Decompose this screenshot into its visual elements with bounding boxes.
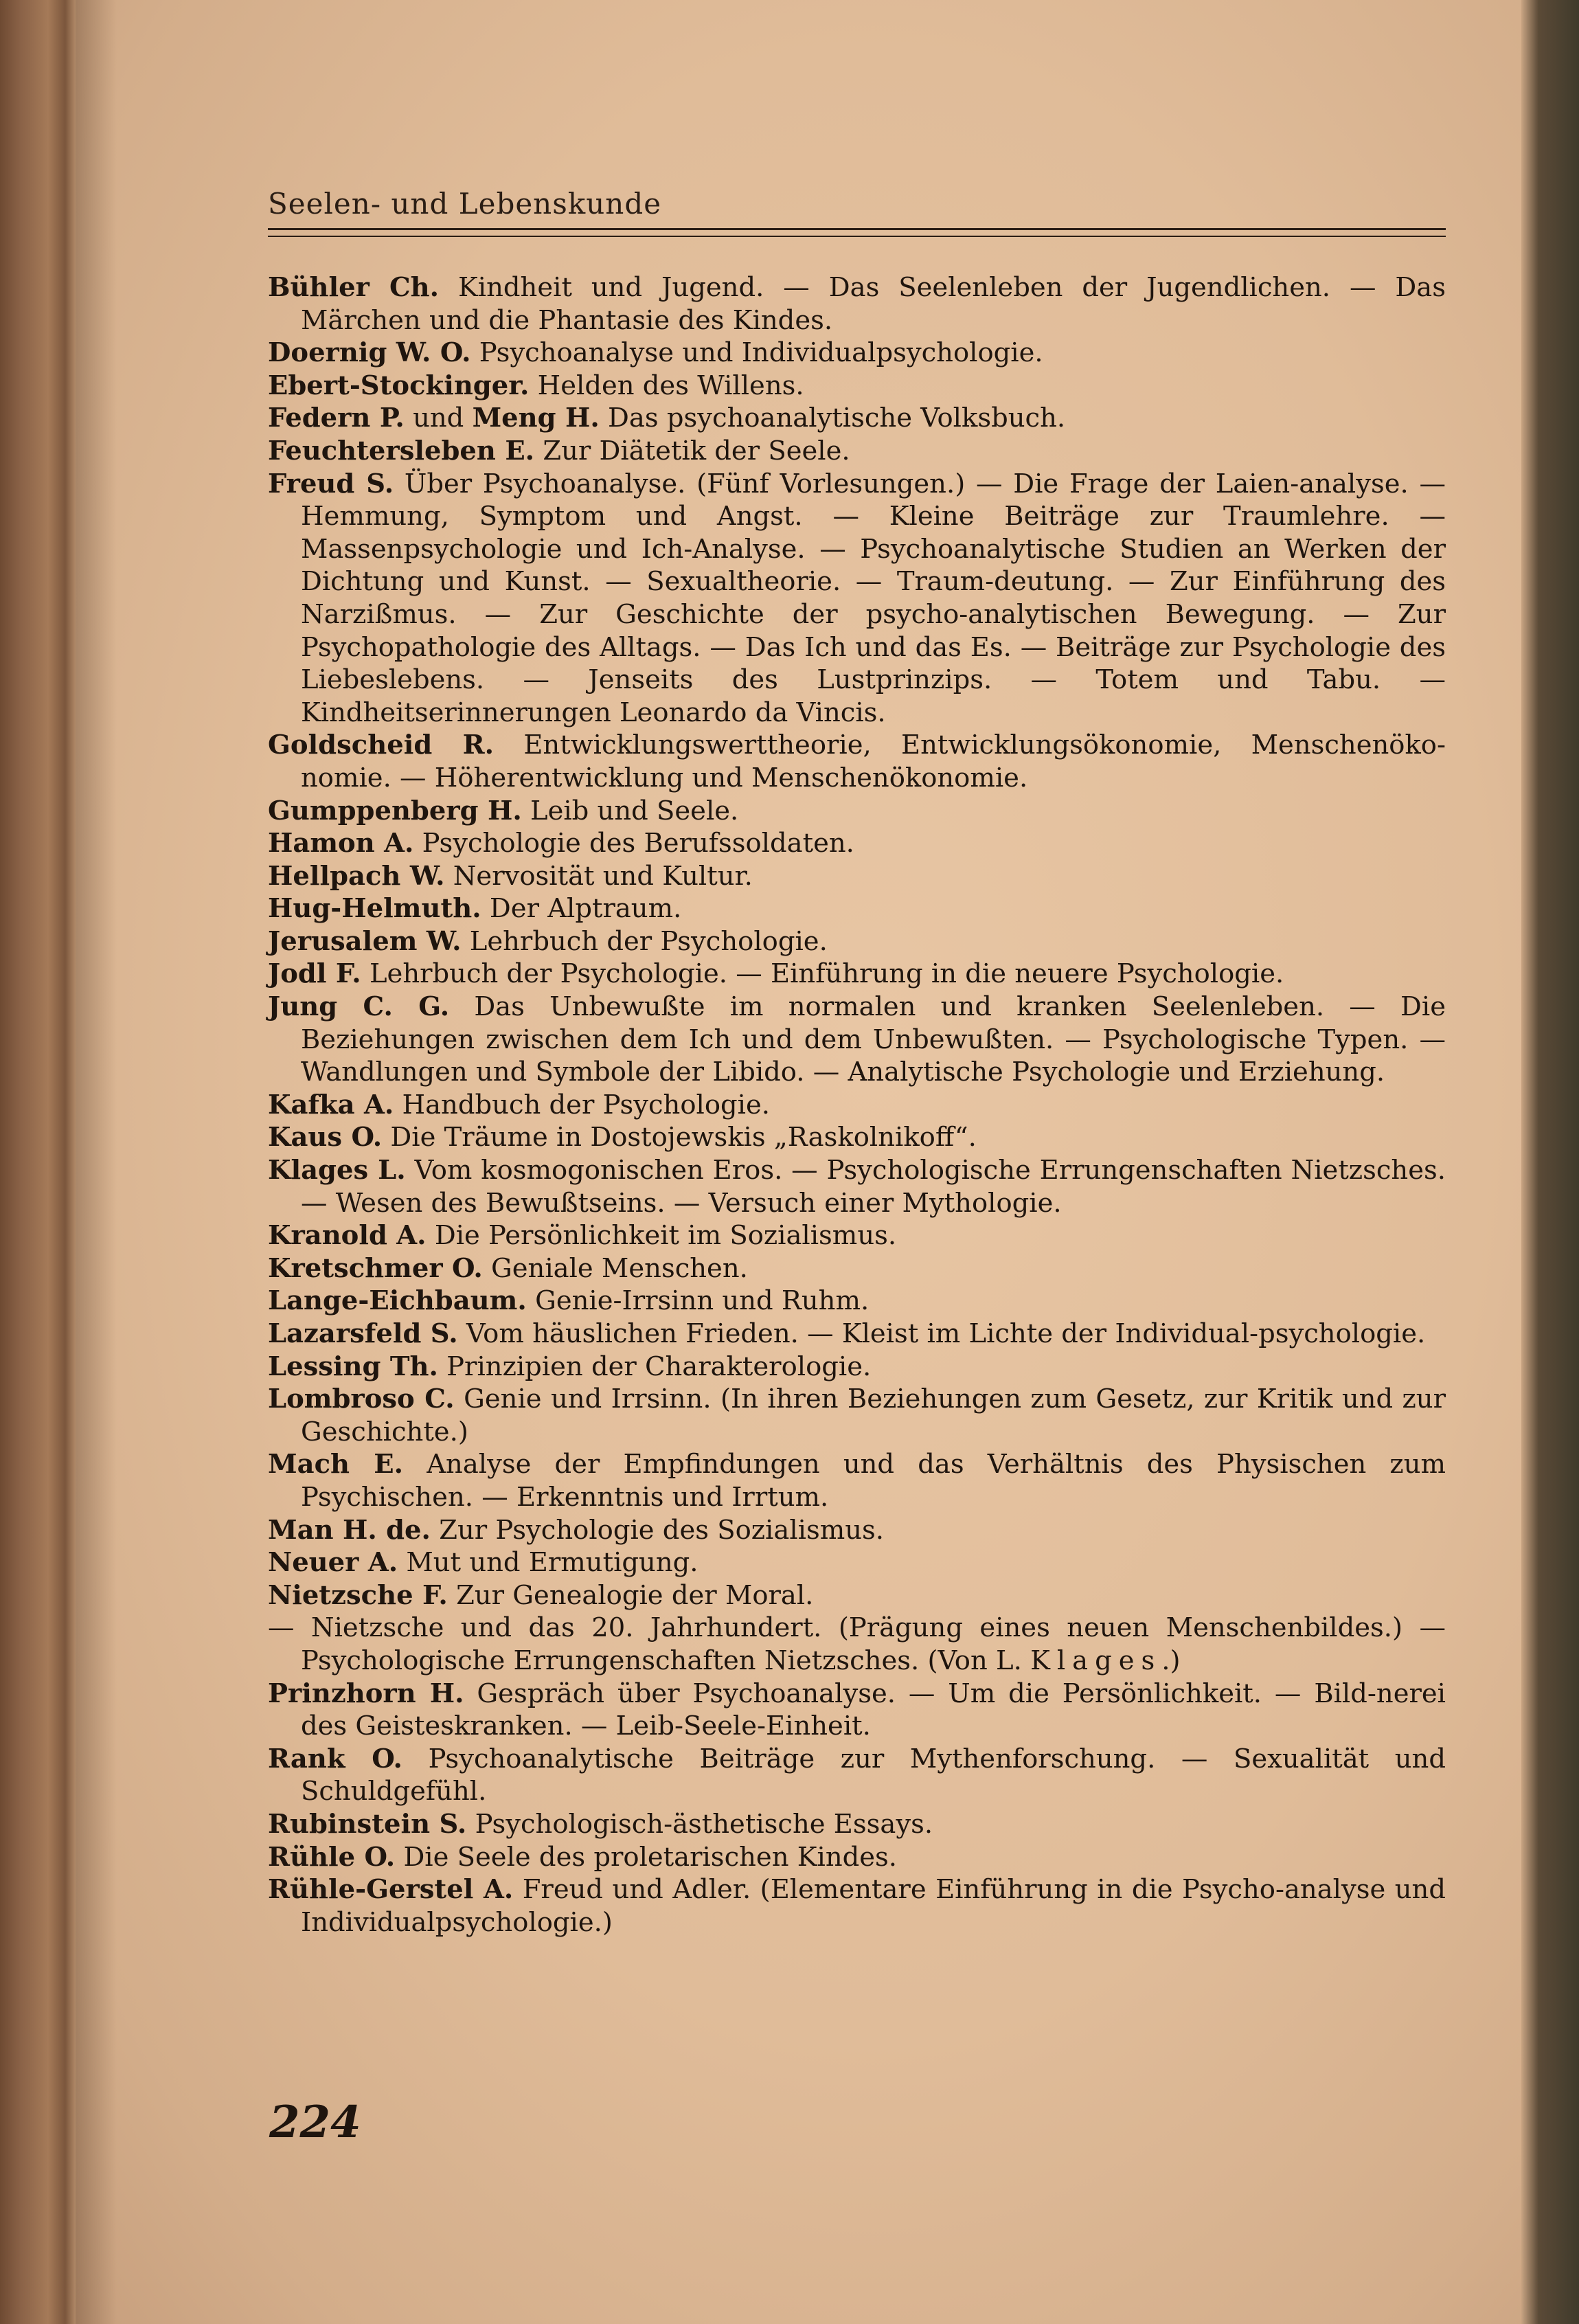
entry-rubinstein	[268, 1808, 1446, 1841]
titles: Prinzipien der Charakterologie.	[446, 1351, 872, 1382]
entry-hamon	[268, 827, 1446, 860]
titles: Die Persönlichkeit im Sozialismus.	[434, 1220, 897, 1252]
entry-neuer	[268, 1546, 1446, 1579]
entry-kretschmer	[268, 1252, 1446, 1285]
titles: Das Unbewußte im normalen und kranken Seelenleben. — Die Beziehungen zwischen dem Ich und dem Unbewußten. — Psychologische Typen. — Wandlungen und Symbole der Libido. — Analytische Psychologie und Erziehung.	[301, 991, 1446, 1088]
entry-feuchtersleben	[268, 435, 1446, 468]
titles: Psychologisch-ästhetische Essays.	[475, 1808, 933, 1840]
titles: Psychoanalytische Beiträge zur Mythenforschung. — Sexualität und Schuldgefühl.	[301, 1743, 1446, 1807]
author-name: Federn P.	[268, 403, 405, 434]
author-name: Hug-Helmuth.	[268, 893, 481, 925]
entry-hellpach	[268, 860, 1446, 893]
author-name: Mach E.	[268, 1449, 404, 1480]
conjunction: und	[413, 403, 464, 434]
titles: Gespräch über Psychoanalyse. — Um die Persönlichkeit. — Bild-nerei des Geisteskranken. — Leib-Seele-Einheit.	[301, 1678, 1446, 1742]
author-name: Kafka A.	[268, 1089, 394, 1120]
entry-doernig	[268, 337, 1446, 370]
entry-lazarsfeld	[268, 1318, 1446, 1351]
author-name: Rühle-Gerstel A.	[268, 1874, 514, 1906]
titles: Freud und Adler. (Elementare Einführung in die Psycho-analyse und Individualpsychologie.)	[301, 1874, 1446, 1938]
entry-ruehle	[268, 1841, 1446, 1874]
author-name: Nietzsche F.	[268, 1579, 448, 1611]
author-name: Kranold A.	[268, 1220, 427, 1252]
entry-mach	[268, 1448, 1446, 1513]
author-name: Gumppenberg H.	[268, 795, 522, 826]
entry-hug-helmuth	[268, 892, 1446, 925]
entry-rank	[268, 1743, 1446, 1808]
author-name: Lombroso C.	[268, 1384, 455, 1415]
author-name: Freud S.	[268, 468, 394, 499]
entry-jung	[268, 991, 1446, 1089]
entry-buehler	[268, 271, 1446, 337]
author-name: Prinzhorn H.	[268, 1678, 464, 1709]
author-name: Goldscheid R.	[268, 730, 495, 761]
titles: Geniale Menschen.	[491, 1252, 748, 1284]
author-name: Kaus O.	[268, 1122, 383, 1153]
entry-prinzhorn	[268, 1678, 1446, 1743]
running-header: Seelen- und Lebenskunde	[268, 187, 662, 221]
page-number: 224	[269, 2097, 361, 2148]
titles: Die Seele des proletarischen Kindes.	[403, 1841, 898, 1873]
entry-ebert-stockinger	[268, 370, 1446, 403]
bibliography-list	[268, 271, 1446, 1939]
titles: Entwicklungswerttheorie, Entwicklungsökonomie, Menschenöko-nomie. — Höherentwicklung und Menschenökonomie.	[301, 730, 1446, 793]
titles: Helden des Willens.	[537, 370, 804, 401]
author-name: Jung C. G.	[268, 991, 450, 1023]
entry-nietzsche	[268, 1579, 1446, 1612]
author-name: Rubinstein S.	[268, 1808, 467, 1840]
titles: Das psychoanalytische Volksbuch.	[608, 403, 1066, 434]
closing-text: .)	[1161, 1645, 1181, 1676]
author-name: Hellpach W.	[268, 860, 445, 892]
author-name: Neuer A.	[268, 1547, 398, 1579]
titles: Der Alptraum.	[489, 893, 682, 925]
entry-klages	[268, 1154, 1446, 1219]
entry-jodl	[268, 958, 1446, 991]
author-name: Ebert-Stockinger.	[268, 370, 530, 401]
author-name: Feuchtersleben E.	[268, 435, 535, 466]
header-rule	[268, 228, 1446, 237]
author-name: Klages L.	[268, 1155, 406, 1186]
titles: Zur Psychologie des Sozialismus.	[439, 1514, 885, 1546]
entry-freud	[268, 468, 1446, 730]
entry-kranold	[268, 1219, 1446, 1252]
titles: Zur Diätetik der Seele.	[543, 435, 850, 466]
author-name: Rühle O.	[268, 1841, 396, 1873]
coauthor-name: Meng H.	[472, 403, 600, 434]
titles: Psychologie des Berufssoldaten.	[422, 828, 854, 859]
author-name: Hamon A.	[268, 828, 414, 859]
author-name: Bühler Ch.	[268, 272, 440, 303]
titles: Kindheit und Jugend. — Das Seelenleben der Jugendlichen. — Das Märchen und die Phantasie des Kindes.	[301, 272, 1446, 336]
titles: Psychoanalyse und Individualpsychologie.	[479, 337, 1043, 369]
spaced-author-name: Klages	[1030, 1645, 1162, 1676]
entry-nietzsche-continued	[268, 1612, 1446, 1677]
author-name: Lessing Th.	[268, 1351, 438, 1382]
entry-lombroso	[268, 1383, 1446, 1448]
titles: Genie-Irrsinn und Ruhm.	[535, 1285, 870, 1317]
titles: Über Psychoanalyse. (Fünf Vorlesungen.) — Die Frage der Laien-analyse. — Hemmung, Symptom und Angst. — Kleine Beiträge zur Traumlehre. — Massenpsychologie und Ich-Analyse. — Psychoanalytische Studien an Werken der Dichtung und Kunst. — Sexualtheorie. — Traum-deutung. — Zur Einführung des Narzißmus. — Zur Geschichte der psycho-analytischen Bewegung. — Zur Psychopathologie des Alltags. — Das Ich und das Es. — Beiträge zur Psychologie des Liebeslebens. — Jenseits des Lustprinzips. — Totem und Tabu. — Kindheitserinnerungen Leonardo da Vincis.	[301, 468, 1446, 728]
spine-shadow	[76, 0, 117, 2324]
entry-kaus	[268, 1121, 1446, 1154]
author-name: Rank O.	[268, 1743, 402, 1774]
author-name: Jerusalem W.	[268, 925, 462, 957]
author-name: Lange-Eichbaum.	[268, 1285, 527, 1317]
titles: Genie und Irrsinn. (In ihren Beziehungen zum Gesetz, zur Kritik und zur Geschichte.)	[301, 1384, 1446, 1447]
entry-kafka	[268, 1089, 1446, 1122]
entry-federn-meng	[268, 402, 1446, 435]
titles: Lehrbuch der Psychologie. — Einführung in die neuere Psychologie.	[369, 958, 1284, 990]
titles: Zur Genealogie der Moral.	[456, 1579, 814, 1611]
titles: Mut und Ermutigung.	[406, 1547, 698, 1579]
entry-man	[268, 1514, 1446, 1547]
titles: — Nietzsche und das 20. Jahrhundert. (Prägung eines neuen Menschenbildes.) — Psychologische Errungenschaften Nietzsches. (Von L.	[268, 1612, 1446, 1676]
author-name: Man H. de.	[268, 1514, 431, 1546]
entry-jerusalem	[268, 925, 1446, 958]
titles: Leib und Seele.	[530, 795, 739, 826]
author-name: Lazarsfeld S.	[268, 1318, 458, 1349]
author-name: Doernig W. O.	[268, 337, 471, 369]
titles: Lehrbuch der Psychologie.	[469, 925, 828, 957]
entry-ruehle-gerstel	[268, 1873, 1446, 1939]
titles: Nervosität und Kultur.	[453, 860, 753, 892]
author-name: Kretschmer O.	[268, 1252, 483, 1284]
titles: Vom kosmogonischen Eros. — Psychologische Errungenschaften Nietzsches. — Wesen des Bewußtseins. — Versuch einer Mythologie.	[301, 1155, 1446, 1219]
entry-lange-eichbaum	[268, 1285, 1446, 1318]
titles: Die Träume in Dostojewskis „Raskolnikoff“.	[390, 1122, 977, 1153]
author-name: Jodl F.	[268, 958, 361, 990]
entry-gumppenberg	[268, 795, 1446, 828]
entry-lessing	[268, 1351, 1446, 1384]
titles: Analyse der Empfindungen und das Verhältnis des Physischen zum Psychischen. — Erkenntnis und Irrtum.	[301, 1449, 1446, 1513]
titles: Handbuch der Psychologie.	[402, 1089, 770, 1120]
titles: Vom häuslichen Frieden. — Kleist im Lichte der Individual-psychologie.	[466, 1318, 1426, 1349]
entry-goldscheid	[268, 729, 1446, 794]
